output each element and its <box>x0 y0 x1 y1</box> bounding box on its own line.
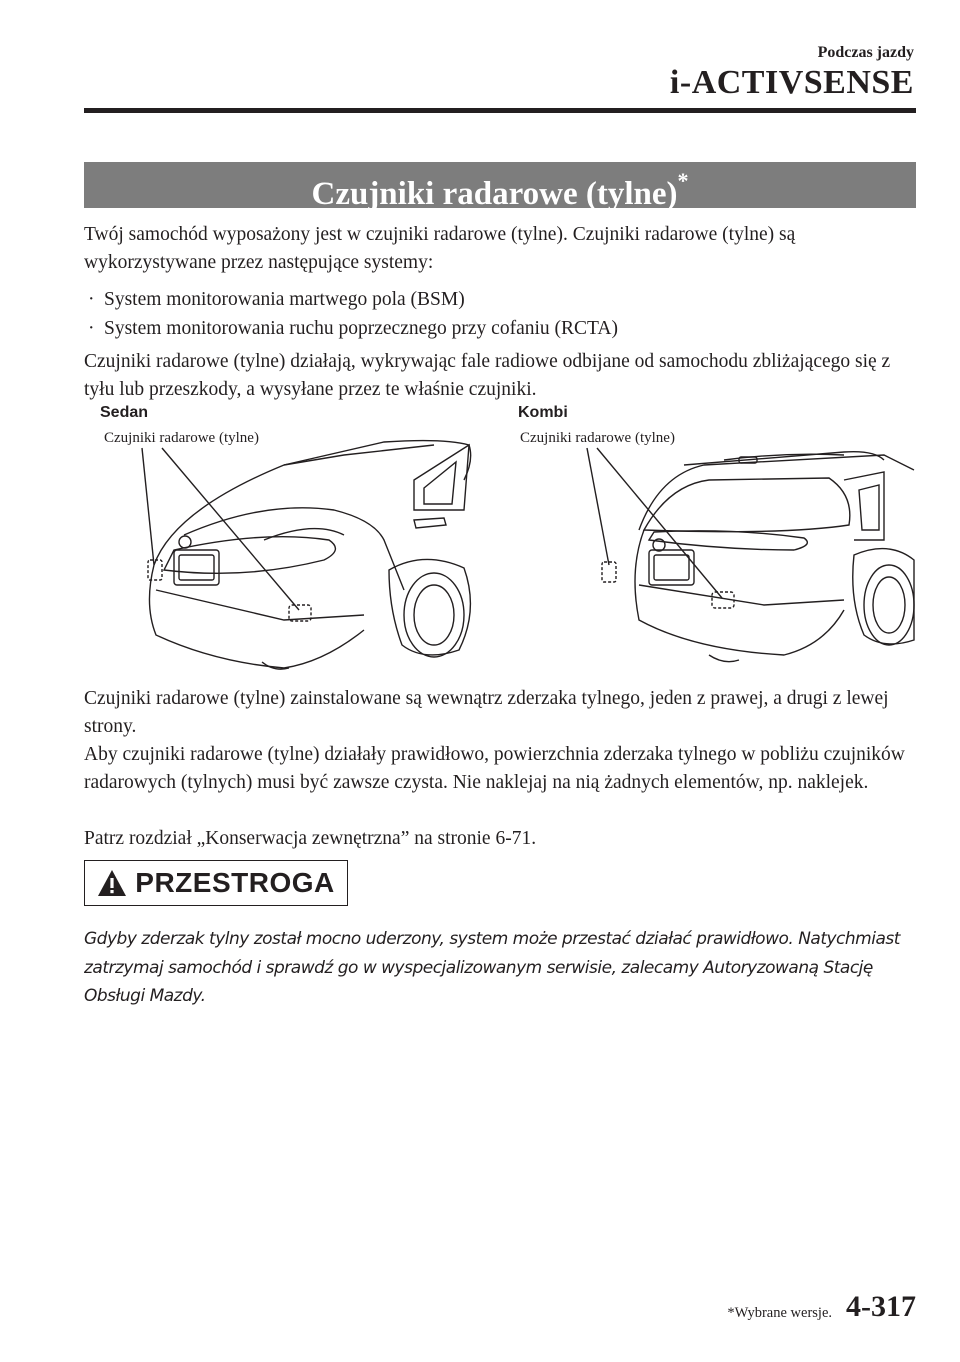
kombi-sensor-callout: Czujniki radarowe (tylne) <box>520 430 675 446</box>
warning-triangle-icon <box>97 869 127 897</box>
list-item-text: System monitorowania ruchu poprzecznego przy cofaniu (RCTA) <box>104 318 618 339</box>
list-item <box>84 314 914 343</box>
bullet-marker: · <box>88 318 95 339</box>
header-rule <box>84 108 916 113</box>
caution-title: PRZESTROGA <box>135 867 335 898</box>
caution-box <box>84 860 348 906</box>
reference-paragraph: Patrz rozdział „Konserwacja zewnętrzna” na stronie 6-71. <box>84 828 537 849</box>
sedan-car-drawing <box>142 441 471 670</box>
systems-list <box>84 285 914 343</box>
footnote: *Wybrane wersje. <box>727 1305 832 1321</box>
intro-paragraph: Twój samochód wyposażony jest w czujniki radarowe (tylne). Czujniki radarowe (tylne) są wykorzystywane przez następujące systemy: <box>84 224 796 273</box>
kombi-car-drawing <box>587 448 914 662</box>
caution-text: Gdyby zderzak tylny został mocno uderzony, system może przestać działać prawidłowo. Natychmiast zatrzymaj samochód i sprawdź go w wyspecjalizowanym serwisie, zalecamy Autoryzowaną Stację Obsługi Mazdy. <box>84 929 900 1006</box>
detection-paragraph: Czujniki radarowe (tylne) działają, wykrywając fale radiowe odbijane od samochodu zbliżającego się z tyłu lub przeszkody, a wysyłane przez te właśnie czujniki. <box>84 351 891 400</box>
sedan-label: Sedan <box>100 404 149 421</box>
optional-asterisk: * <box>677 168 689 193</box>
bullet-marker: · <box>88 289 95 310</box>
sedan-sensor-callout: Czujniki radarowe (tylne) <box>104 430 259 446</box>
kombi-label: Kombi <box>518 404 568 421</box>
page-number: 4-317 <box>846 1290 916 1323</box>
section-title-band <box>84 162 916 212</box>
list-item <box>84 285 914 314</box>
install-paragraph: Czujniki radarowe (tylne) zainstalowane są wewnątrz zderzaka tylnego, jeden z prawej, a drugi z lewej strony. <box>84 688 889 737</box>
header-chapter: i-ACTIVSENSE <box>669 64 914 101</box>
section-title: Czujniki radarowe (tylne) <box>311 176 678 212</box>
cleaning-paragraph: Aby czujniki radarowe (tylne) działały prawidłowo, powierzchnia zderzaka tylnego w pobliżu czujników radarowych (tylnych) musi być zawsze czysta. Nie naklejaj na nią żadnych elementów, np. naklejek. <box>84 744 905 793</box>
header-section: Podczas jazdy <box>817 44 914 61</box>
list-item-text: System monitorowania martwego pola (BSM) <box>104 289 465 310</box>
